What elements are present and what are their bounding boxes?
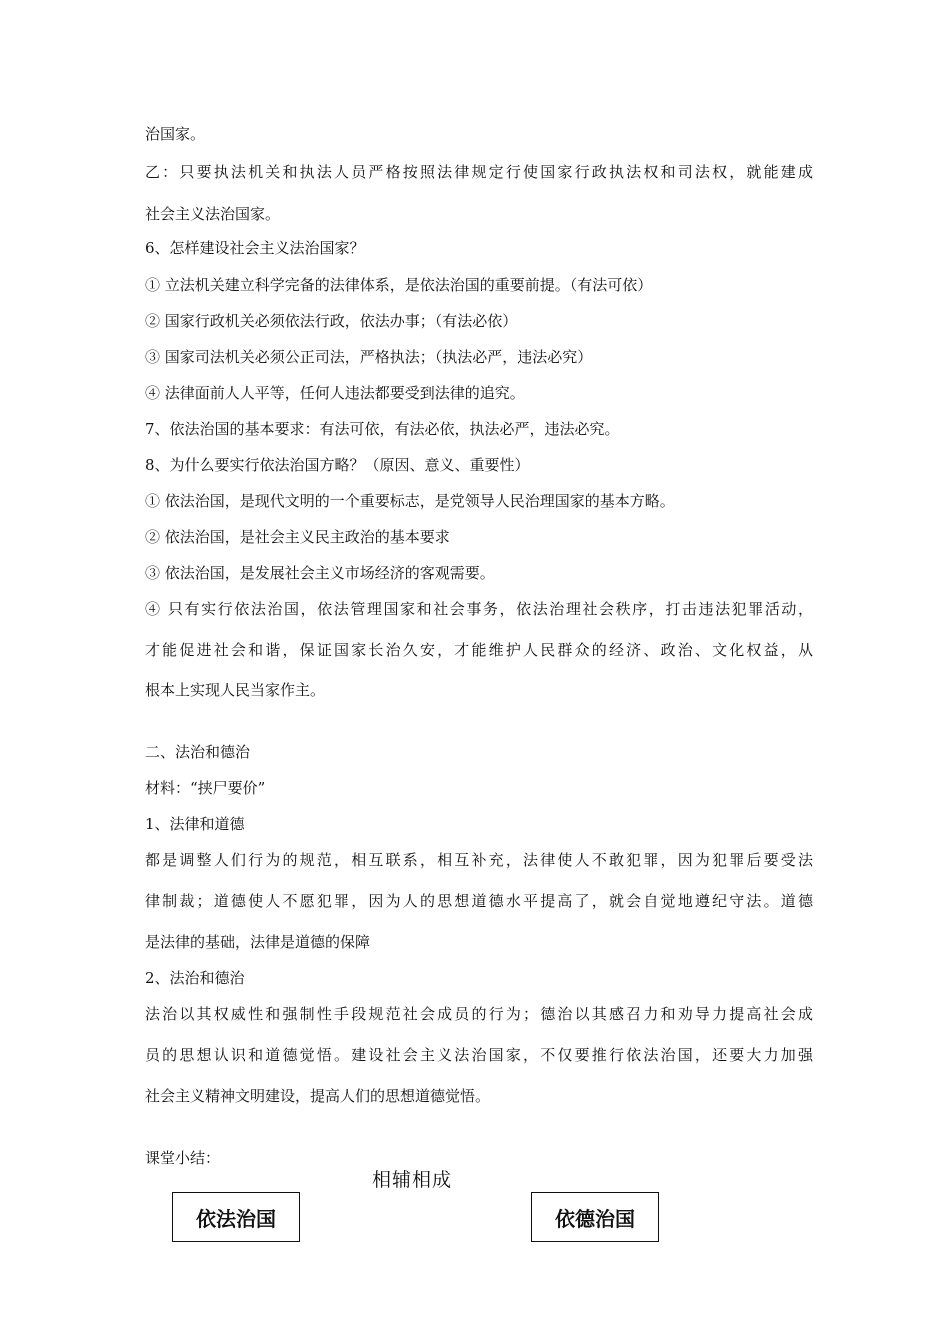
text-line: 是法律的基础，法律是道德的保障 xyxy=(145,933,371,951)
section-heading: 8、为什么要实行依法治国方略？（原因、意义、重要性） xyxy=(145,456,530,474)
text-line: 社会主义精神文明建设，提高人们的思想道德觉悟。 xyxy=(145,1087,491,1105)
summary-label: 课堂小结： xyxy=(145,1149,221,1167)
section-heading: 1、法律和道德 xyxy=(145,815,245,833)
list-item: ② 国家行政机关必须依法行政，依法办事；（有法必依） xyxy=(145,312,518,330)
text-line: 员的思想认识和道德觉悟。建设社会主义法治国家，不仅要推行依法治国，还要大力加强 xyxy=(145,1046,813,1064)
list-item: ① 立法机关建立科学完备的法律体系，是依法治国的重要前提。（有法可依） xyxy=(145,276,653,294)
rule-of-virtue-box: 依德治国 xyxy=(531,1192,659,1242)
section-heading: 2、法治和德治 xyxy=(145,969,245,987)
text-line: 才能促进社会和谐，保证国家长治久安，才能维护人民群众的经济、政治、文化权益，从 xyxy=(145,641,813,659)
text-line: 法治以其权威性和强制性手段规范社会成员的行为；德治以其感召力和劝导力提高社会成 xyxy=(145,1005,813,1023)
list-item: ④ 只有实行依法治国，依法管理国家和社会事务，依法治理社会秩序，打击违法犯罪活动， xyxy=(145,600,813,618)
section-heading: 二、法治和德治 xyxy=(145,743,251,761)
list-item: ④ 法律面前人人平等，任何人违法都要受到法律的追究。 xyxy=(145,384,525,402)
list-item: ③ 依法治国，是发展社会主义市场经济的客观需要。 xyxy=(145,564,495,582)
text-line: 乙：只要执法机关和执法人员严格按照法律规定行使国家行政执法权和司法权，就能建成 xyxy=(145,163,813,181)
text-line: 都是调整人们行为的规范，相互联系，相互补充，法律使人不敢犯罪，因为犯罪后要受法 xyxy=(145,851,813,869)
list-item: ③ 国家司法机关必须公正司法，严格执法；（执法必严，违法必究） xyxy=(145,348,593,366)
section-heading: 7、依法治国的基本要求：有法可依，有法必依，执法必严，违法必究。 xyxy=(145,420,620,438)
list-item: ① 依法治国，是现代文明的一个重要标志，是党领导人民治理国家的基本方略。 xyxy=(145,492,675,510)
list-item: ② 依法治国，是社会主义民主政治的基本要求 xyxy=(145,528,450,546)
text-line: 社会主义法治国家。 xyxy=(145,205,281,223)
section-heading: 6、怎样建设社会主义法治国家？ xyxy=(145,239,365,257)
text-line: 律制裁；道德使人不愿犯罪，因为人的思想道德水平提高了，就会自觉地遵纪守法。道德 xyxy=(145,892,813,910)
text-line: 治国家。 xyxy=(145,125,206,143)
text-line: 材料：“挟尸要价” xyxy=(145,779,266,797)
rule-of-law-box: 依法治国 xyxy=(172,1192,300,1242)
text-line: 根本上实现人民当家作主。 xyxy=(145,681,326,699)
summary-caption: 相辅相成 xyxy=(372,1169,453,1191)
